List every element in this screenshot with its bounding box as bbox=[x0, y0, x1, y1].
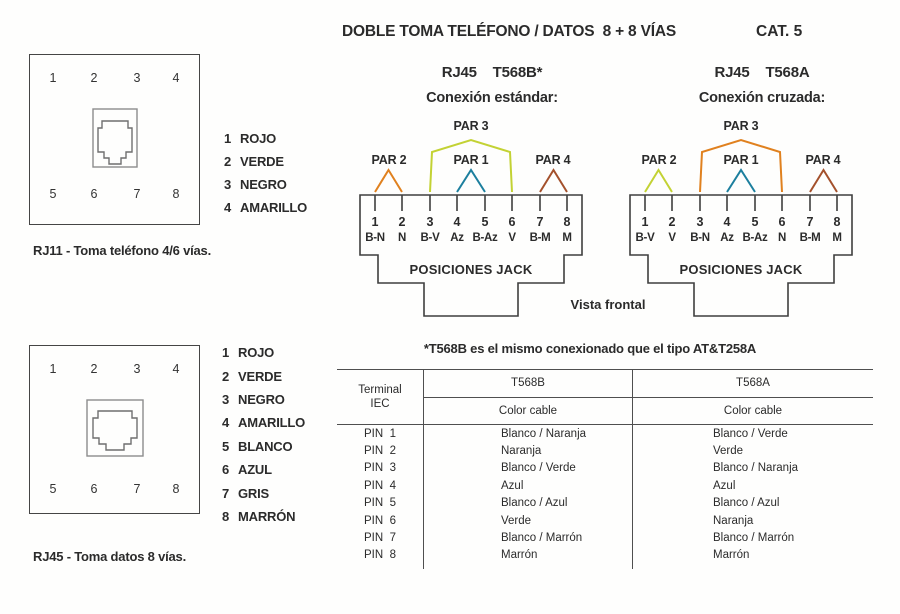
pin-number: 3 bbox=[426, 215, 434, 229]
legend-color: AZUL bbox=[238, 462, 272, 478]
legend-number: 4 bbox=[222, 415, 230, 431]
pin-ticks bbox=[645, 195, 837, 211]
legend-color: BLANCO bbox=[238, 438, 293, 454]
socket-pin-number: 7 bbox=[133, 187, 141, 201]
legend-color: AMARILLO bbox=[240, 200, 307, 215]
pin-wire-code: B-Az bbox=[472, 232, 498, 244]
t568b-title: RJ45 T568B* bbox=[441, 64, 543, 81]
pin-number: 7 bbox=[536, 215, 544, 229]
t568b-color-cell: Naranja bbox=[424, 442, 633, 459]
legend-color: ROJO bbox=[238, 345, 275, 361]
rj45-legend bbox=[222, 341, 305, 528]
table-header bbox=[337, 369, 873, 425]
pin-wire-code: N bbox=[397, 232, 406, 244]
t568b-color-cell: Blanco / Marrón bbox=[424, 529, 633, 546]
table-row bbox=[337, 529, 873, 546]
pin-number: 3 bbox=[696, 215, 704, 229]
pin-wire-code: B-N bbox=[690, 232, 710, 244]
legend-number: 3 bbox=[224, 177, 232, 192]
t568a-color-cell: Blanco / Verde bbox=[713, 427, 788, 440]
par4-label: PAR 4 bbox=[535, 153, 571, 167]
legend-number: 1 bbox=[222, 345, 230, 361]
rj45-jack-icon bbox=[86, 399, 144, 457]
pin-wire-code: M bbox=[832, 232, 842, 244]
par2-label: PAR 2 bbox=[641, 153, 677, 167]
socket-pin-number: 5 bbox=[49, 482, 57, 496]
t568b-color-cell: Verde bbox=[424, 512, 633, 529]
pin-number: 6 bbox=[778, 215, 786, 229]
pin-number: 4 bbox=[453, 215, 461, 229]
wiring-color-table bbox=[337, 369, 873, 569]
terminal-label: Terminal bbox=[358, 384, 402, 396]
pin-number: 1 bbox=[641, 215, 649, 229]
pin-number: 5 bbox=[481, 215, 489, 229]
legend-color: GRIS bbox=[238, 485, 269, 501]
table-border-spacer bbox=[337, 564, 873, 569]
t568b-subtitle: Conexión estándar: bbox=[426, 90, 558, 106]
legend-number: 3 bbox=[222, 391, 230, 407]
t568b-color-cell: Blanco / Azul bbox=[424, 495, 633, 512]
t568b-header-label: T568B bbox=[424, 370, 632, 398]
pin-number: 1 bbox=[371, 215, 379, 229]
page-title: DOBLE TOMA TELÉFONO / DATOS 8 + 8 VÍAS bbox=[342, 23, 676, 40]
par4-label: PAR 4 bbox=[805, 153, 841, 167]
legend-number: 5 bbox=[222, 438, 230, 454]
t568a-color-cell: Blanco / Azul bbox=[713, 497, 780, 510]
pin-cell: PIN 1 bbox=[337, 425, 424, 442]
socket-pin-number: 2 bbox=[90, 362, 98, 376]
legend-item bbox=[222, 411, 305, 434]
socket-pin-number: 8 bbox=[172, 482, 180, 496]
legend-item bbox=[224, 196, 307, 219]
jack-positions-label: POSICIONES JACK bbox=[409, 262, 533, 277]
rj11-socket-panel bbox=[29, 54, 200, 225]
table-row bbox=[337, 460, 873, 477]
rj45-socket-panel bbox=[29, 345, 200, 514]
par2-label: PAR 2 bbox=[371, 153, 407, 167]
t568b-connector-diagram bbox=[359, 119, 583, 321]
par3-pair-arc bbox=[430, 140, 512, 192]
pin-cell: PIN 5 bbox=[337, 495, 424, 512]
par3-pair-arc bbox=[700, 140, 782, 192]
t568a-column-header bbox=[633, 370, 873, 424]
legend-item bbox=[224, 173, 307, 196]
socket-pin-number: 3 bbox=[133, 362, 141, 376]
t568a-connector-diagram bbox=[629, 119, 853, 321]
par1-label: PAR 1 bbox=[453, 153, 489, 167]
pin-number: 2 bbox=[668, 215, 676, 229]
legend-item bbox=[224, 150, 307, 173]
legend-number: 8 bbox=[222, 508, 230, 524]
pin-cell: PIN 8 bbox=[337, 547, 424, 564]
t568b-color-cell: Blanco / Verde bbox=[424, 460, 633, 477]
legend-color: AMARILLO bbox=[238, 415, 305, 431]
pin-number: 8 bbox=[833, 215, 841, 229]
legend-color: NEGRO bbox=[240, 177, 287, 192]
jack-positions-label: POSICIONES JACK bbox=[679, 262, 803, 277]
socket-pin-number: 3 bbox=[133, 71, 141, 85]
par3-label: PAR 3 bbox=[723, 119, 759, 133]
pin-cell: PIN 4 bbox=[337, 477, 424, 494]
par1-pair-arc bbox=[457, 170, 485, 192]
pin-cell: PIN 2 bbox=[337, 442, 424, 459]
pin-cell: PIN 7 bbox=[337, 529, 424, 546]
t568a-header-label: T568A bbox=[633, 370, 873, 398]
pin-number: 7 bbox=[806, 215, 814, 229]
par4-pair-arc bbox=[540, 170, 567, 192]
pin-cell: PIN 6 bbox=[337, 512, 424, 529]
t568b-color-cable-label: Color cable bbox=[498, 404, 558, 417]
pin-ticks bbox=[375, 195, 567, 211]
table-row bbox=[337, 425, 873, 442]
t568a-color-cell: Marrón bbox=[713, 549, 750, 562]
socket-pin-number: 4 bbox=[172, 71, 180, 85]
pin-wire-code: V bbox=[668, 232, 676, 244]
legend-number: 2 bbox=[222, 368, 230, 384]
legend-color: VERDE bbox=[238, 368, 282, 384]
par2-pair-arc bbox=[375, 170, 402, 192]
socket-pin-number: 6 bbox=[90, 187, 98, 201]
legend-item bbox=[222, 341, 305, 364]
legend-item bbox=[222, 364, 305, 387]
pin-wire-code: Az bbox=[450, 232, 464, 244]
socket-pin-number: 7 bbox=[133, 482, 141, 496]
t568a-color-cell: Azul bbox=[713, 479, 736, 492]
pin-number: 8 bbox=[563, 215, 571, 229]
legend-item bbox=[222, 388, 305, 411]
table-row bbox=[337, 547, 873, 564]
t568b-color-cell: Azul bbox=[424, 477, 633, 494]
pin-wire-code: B-M bbox=[799, 232, 821, 244]
par1-pair-arc bbox=[727, 170, 755, 192]
par2-pair-arc bbox=[645, 170, 672, 192]
terminal-iec-header bbox=[337, 370, 424, 424]
t568a-color-cable-label: Color cable bbox=[723, 404, 783, 417]
socket-pin-number: 1 bbox=[49, 362, 57, 376]
rj45-caption: RJ45 - Toma datos 8 vías. bbox=[33, 549, 186, 564]
table-row bbox=[337, 442, 873, 459]
t568a-title: RJ45 T568A bbox=[714, 64, 810, 81]
t568b-color-cell: Marrón bbox=[424, 547, 633, 564]
legend-item bbox=[224, 127, 307, 150]
legend-item bbox=[222, 458, 305, 481]
pin-wire-code: M bbox=[562, 232, 572, 244]
legend-color: NEGRO bbox=[238, 391, 285, 407]
pin-wire-code: Az bbox=[720, 232, 734, 244]
table-row bbox=[337, 495, 873, 512]
legend-item bbox=[222, 481, 305, 504]
t568a-color-cell: Verde bbox=[713, 445, 744, 458]
jack-body-outline bbox=[630, 195, 852, 316]
par3-label: PAR 3 bbox=[453, 119, 489, 133]
t568b-footnote: *T568B es el mismo conexionado que el tipo AT&T258A bbox=[423, 341, 757, 356]
pin-cell: PIN 3 bbox=[337, 460, 424, 477]
category-label: CAT. 5 bbox=[756, 23, 803, 40]
legend-item bbox=[222, 505, 305, 528]
iec-label: IEC bbox=[370, 398, 390, 410]
pin-wire-code: B-N bbox=[365, 232, 385, 244]
socket-pin-number: 5 bbox=[49, 187, 57, 201]
pin-number: 6 bbox=[508, 215, 516, 229]
par4-pair-arc bbox=[810, 170, 837, 192]
legend-number: 6 bbox=[222, 462, 230, 478]
socket-pin-number: 2 bbox=[90, 71, 98, 85]
t568a-color-cell: Naranja bbox=[713, 514, 754, 527]
t568b-color-cell: Blanco / Naranja bbox=[424, 425, 633, 442]
pin-wire-code: V bbox=[508, 232, 516, 244]
socket-pin-number: 8 bbox=[172, 187, 180, 201]
rj11-jack-icon bbox=[92, 108, 138, 168]
t568b-column-header bbox=[424, 370, 633, 424]
legend-number: 1 bbox=[224, 131, 232, 146]
table-row bbox=[337, 512, 873, 529]
socket-pin-number: 6 bbox=[90, 482, 98, 496]
socket-pin-number: 1 bbox=[49, 71, 57, 85]
legend-item bbox=[222, 435, 305, 458]
pin-number: 5 bbox=[751, 215, 759, 229]
socket-pin-number: 4 bbox=[172, 362, 180, 376]
t568a-color-cell: Blanco / Marrón bbox=[713, 532, 795, 545]
legend-number: 4 bbox=[224, 200, 232, 215]
pin-number: 4 bbox=[723, 215, 731, 229]
t568a-color-cell: Blanco / Naranja bbox=[713, 462, 799, 475]
rj11-legend bbox=[224, 127, 307, 219]
t568a-subtitle: Conexión cruzada: bbox=[698, 90, 826, 106]
pin-wire-code: B-V bbox=[635, 232, 655, 244]
legend-number: 2 bbox=[224, 154, 232, 169]
front-view-label: Vista frontal bbox=[570, 297, 646, 312]
jack-body-outline bbox=[360, 195, 582, 316]
table-row bbox=[337, 477, 873, 494]
pin-wire-code: B-Az bbox=[742, 232, 768, 244]
rj11-caption: RJ11 - Toma teléfono 4/6 vías. bbox=[33, 243, 211, 258]
pin-wire-code: N bbox=[777, 232, 786, 244]
legend-number: 7 bbox=[222, 485, 230, 501]
par1-label: PAR 1 bbox=[723, 153, 759, 167]
legend-color: MARRÓN bbox=[238, 508, 296, 524]
legend-color: ROJO bbox=[240, 131, 277, 146]
pin-wire-code: B-M bbox=[529, 232, 551, 244]
pin-number: 2 bbox=[398, 215, 406, 229]
pin-wire-code: B-V bbox=[420, 232, 440, 244]
legend-color: VERDE bbox=[240, 154, 284, 169]
